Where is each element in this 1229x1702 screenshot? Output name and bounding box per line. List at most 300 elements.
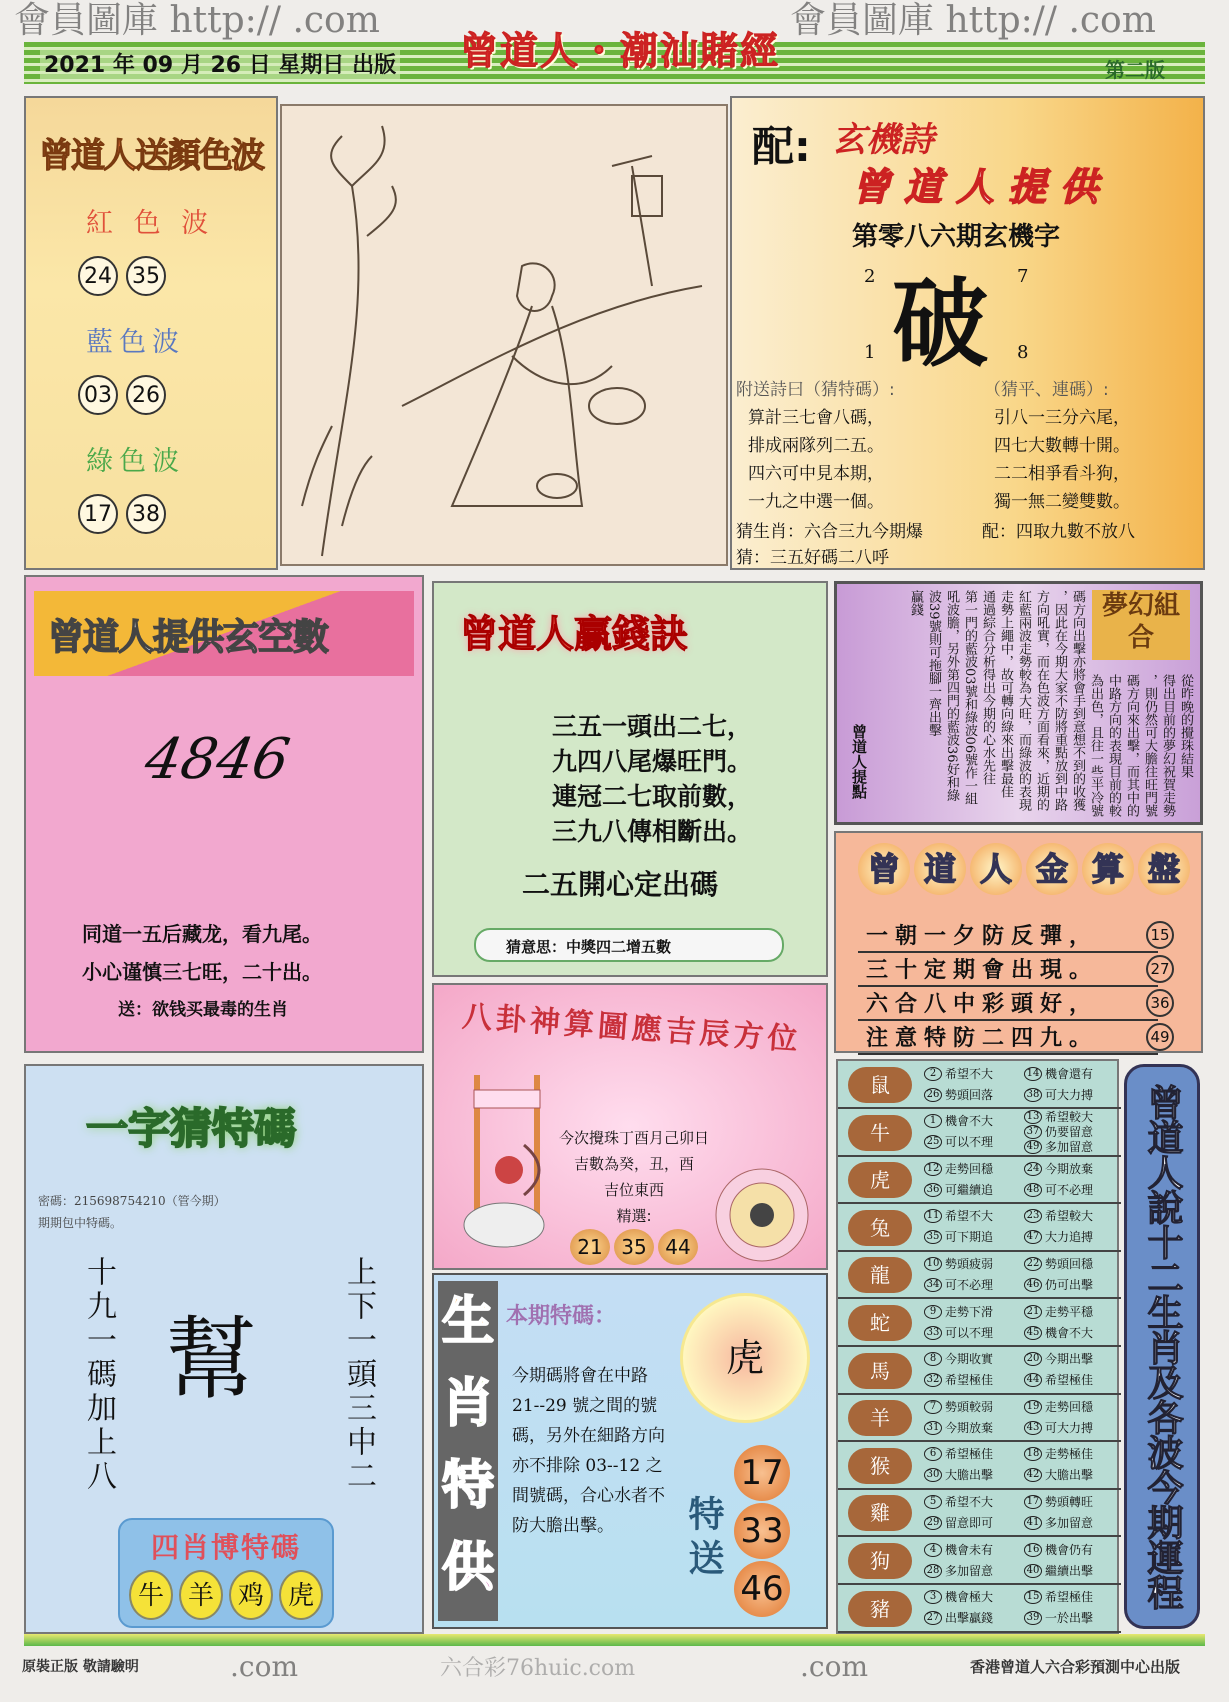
abacus-row: 六合八中彩頭好， <box>858 987 1158 1021</box>
fortune-entry <box>924 1135 993 1150</box>
abacus-row: 三十定期會出現。 <box>858 953 1158 987</box>
title-char: 曾 <box>858 843 910 895</box>
footer-band <box>24 1634 1205 1646</box>
xuankong-title: 曾道人提供玄空數 <box>34 591 414 676</box>
footer-right: 香港曾道人六合彩預測中心出版 <box>970 1658 1181 1676</box>
lucky-number: 21 <box>570 1229 610 1265</box>
fortune-text: 今期放棄 <box>945 1420 994 1435</box>
dream-text <box>906 590 1194 820</box>
number-ball: 35 <box>126 256 166 296</box>
fortune-text: 仍要留意 <box>1045 1125 1094 1140</box>
number-circle: 13 <box>1024 1110 1042 1124</box>
promise-line: 期期包中特碼。 <box>38 1216 123 1230</box>
number-circle: 20 <box>1024 1352 1042 1366</box>
watermark: .com <box>800 1650 868 1683</box>
number-circle: 11 <box>924 1209 942 1223</box>
fortune-entry <box>1024 1230 1093 1245</box>
riddle-big-character: 幫 <box>166 1307 256 1412</box>
number-circle: 15 <box>1024 1590 1042 1604</box>
fortune-entry <box>924 1066 993 1081</box>
zodiac-special-vertical-title <box>438 1281 498 1621</box>
zodiac-table-title: 曾道人說十二生肖及各波今期運程 <box>1124 1064 1200 1629</box>
text-column: 碼方向來出擊，而其中的 <box>1124 674 1139 817</box>
four-zodiac-box <box>118 1518 334 1628</box>
xuankong-verse <box>82 915 322 991</box>
colour-wave-panel <box>24 96 278 570</box>
number-circle: 2 <box>924 1067 942 1081</box>
text-column: 通過綜合分析得出今期的心水先往 <box>980 590 995 785</box>
verse-line: 同道一五后藏龙，看九尾。 <box>82 922 322 946</box>
number-ball: 17 <box>78 494 118 534</box>
fortune-entry <box>924 1447 993 1462</box>
bagua-line: 精選: <box>616 1207 652 1225</box>
zodiac-animal-icon: 猴 <box>848 1448 912 1484</box>
fortune-entry <box>1024 1373 1093 1388</box>
fortune-text: 可大力搏 <box>1045 1087 1094 1102</box>
money-verse <box>552 709 752 849</box>
fortune-text: 可繼續追 <box>945 1182 994 1197</box>
right-hint-column: 上下一頭三中二 <box>341 1256 376 1494</box>
zodiac-row <box>838 1109 1121 1157</box>
verse-line: 三五一頭出二七， <box>552 712 753 741</box>
fortune-entry <box>1024 1325 1093 1340</box>
number-circle: 27 <box>924 1611 942 1625</box>
number-ball: 24 <box>78 256 118 296</box>
zodiac-row <box>838 1394 1121 1442</box>
zodiac-row <box>838 1489 1121 1537</box>
fortune-entry <box>1024 1399 1093 1414</box>
fortune-entry <box>1024 1447 1093 1462</box>
fortune-text: 希望不大 <box>945 1066 994 1081</box>
title-char: 人 <box>970 843 1022 895</box>
wave-numbers <box>78 256 276 296</box>
number-circle: 18 <box>1024 1447 1042 1461</box>
fortune-text: 繼續出擊 <box>1045 1563 1094 1578</box>
issue-label: 第零八六期玄機字 <box>852 222 1061 252</box>
zodiac-row <box>838 1537 1121 1585</box>
fortune-text: 大膽出擊 <box>945 1468 994 1483</box>
fortune-entry <box>924 1114 993 1129</box>
corner-number: 7 <box>1017 266 1029 287</box>
fortune-entry <box>924 1515 993 1530</box>
bagua-line: 吉數為癸，丑，酉 <box>573 1155 694 1173</box>
text-column: 中路方向的表現目前的較 <box>1106 674 1121 817</box>
watermark: .com <box>230 1650 298 1683</box>
title-char: 特 <box>441 1456 494 1516</box>
number-circle: 8 <box>924 1352 942 1366</box>
fortune-text: 大力追搏 <box>1045 1230 1094 1245</box>
zodiac-ball: 鸡 <box>229 1570 273 1620</box>
left-poem <box>748 404 884 516</box>
number-circle: 28 <box>924 1564 942 1578</box>
poem-line: 一九之中選一個。 <box>748 492 884 512</box>
fortune-entry <box>1024 1209 1093 1224</box>
fortune-text: 出擊贏錢 <box>945 1611 994 1626</box>
number-circle: 12 <box>924 1162 942 1176</box>
watermark: 會員圖庫 http:// .com <box>14 0 380 41</box>
special-body: 今期碼將會在中路 21--29 號之間的號碼，另外在細路方向亦不排除 03--12 之間號碼，合心水者不防大膽出擊。 <box>512 1366 665 1536</box>
fortune-text: 走勢極佳 <box>1045 1447 1094 1462</box>
right-poem <box>994 404 1130 516</box>
number-circle: 17 <box>1024 1495 1042 1509</box>
guess-line: 猜：三五好碼二八呼 <box>736 548 889 568</box>
poem-line: 四六可中見本期， <box>748 464 884 484</box>
publish-date: 2021 年 09 月 26 日 星期日 出版 <box>40 48 400 79</box>
zodiac-ball: 羊 <box>179 1570 223 1620</box>
handwritten-numbers: 4846 <box>140 727 295 792</box>
riddle-character: 破 <box>892 267 988 380</box>
money-formula-panel <box>432 581 828 977</box>
zodiac-row <box>838 1442 1121 1490</box>
text-column: 從昨晚的攪珠結果 <box>1178 674 1193 778</box>
lady-sketch-icon <box>282 106 726 564</box>
fortune-entry <box>924 1468 993 1483</box>
zodiac-row <box>838 1204 1121 1252</box>
fortune-text: 今期出擊 <box>1045 1352 1094 1367</box>
left-poem-head: 附送詩曰（猜特碼）: <box>736 380 895 400</box>
number-circle: 37 <box>1024 1125 1042 1139</box>
zodiac-row <box>838 1156 1121 1204</box>
zodiac-special-panel <box>432 1273 828 1629</box>
text-column: ，因此在今期大家不防將重點放到中路 <box>1052 590 1067 811</box>
fortune-entry <box>924 1399 993 1414</box>
number-circle: 47 <box>1024 1230 1042 1244</box>
title-char: 肖 <box>441 1374 494 1434</box>
fortune-text: 機會未有 <box>945 1542 994 1557</box>
colour-wave-groups <box>26 201 276 534</box>
zodiac-fortune-table <box>836 1059 1119 1634</box>
fortune-text: 希望極佳 <box>1045 1373 1094 1388</box>
fortune-text: 可大力搏 <box>1045 1420 1094 1435</box>
fortune-text: 多加留意 <box>1045 1140 1094 1155</box>
number-circle: 45 <box>1024 1326 1042 1340</box>
fortune-text: 大膽出擊 <box>1045 1468 1094 1483</box>
fortune-text: 勢頭疲弱 <box>945 1256 994 1271</box>
bagua-title: 八卦神算圖應吉辰方位 <box>460 999 803 1058</box>
special-numbers <box>734 1445 790 1617</box>
special-number-ball: 17 <box>734 1445 790 1501</box>
number-circle: 33 <box>924 1326 942 1340</box>
one-char-panel <box>24 1064 424 1634</box>
number-circle: 23 <box>1024 1209 1042 1223</box>
special-number-ball: 46 <box>734 1561 790 1617</box>
number-circle: 38 <box>1024 1088 1042 1102</box>
poem-line: 引八一三分六尾， <box>994 408 1130 428</box>
number-circle: 42 <box>1024 1468 1042 1482</box>
masthead-title: 曾道人・潮汕賭經 <box>460 29 781 73</box>
lucky-number: 35 <box>614 1229 654 1265</box>
fortune-text: 可以不理 <box>945 1325 994 1340</box>
zodiac-row <box>838 1061 1121 1109</box>
fortune-text: 可不必理 <box>945 1277 994 1292</box>
title-char: 盤 <box>1138 843 1190 895</box>
zodiac-animal-icon: 鼠 <box>848 1067 912 1103</box>
title-char: 算 <box>1082 843 1134 895</box>
zodiac-row <box>838 1299 1121 1347</box>
corner-number: 2 <box>864 266 876 287</box>
title-char: 供 <box>441 1538 494 1598</box>
text-column: ，則仍然可大膽往旺門號 <box>1142 674 1157 817</box>
pei-label: 配: <box>752 122 811 171</box>
fortune-text: 機會仍有 <box>1045 1542 1094 1557</box>
fortune-text: 機會不大 <box>945 1114 994 1129</box>
fortune-entry <box>924 1230 993 1245</box>
number-circle: 36 <box>924 1183 942 1197</box>
fortune-entry <box>1024 1515 1093 1530</box>
fortune-entry <box>1024 1352 1093 1367</box>
four-zodiac-title: 四肖博特碼 <box>150 1531 301 1564</box>
text-column: 為出色，且往一些半冷號 <box>1088 674 1103 817</box>
fortune-entry <box>924 1352 993 1367</box>
number-circle: 40 <box>1024 1564 1042 1578</box>
fortune-text: 可下期追 <box>945 1230 994 1245</box>
number-circle: 32 <box>924 1373 942 1387</box>
fortune-entry <box>924 1373 993 1388</box>
fortune-entry <box>924 1542 993 1557</box>
number-circle: 22 <box>1024 1257 1042 1271</box>
number-circle: 46 <box>1024 1278 1042 1292</box>
special-head: 本期特碼： <box>506 1304 617 1329</box>
corner-number: 8 <box>1017 342 1029 363</box>
number-circle: 34 <box>924 1278 942 1292</box>
dream-sign: 曾道人提點 <box>850 724 868 799</box>
fortune-entry <box>1024 1161 1093 1176</box>
verse-line: 小心谨慎三七旺，二十出。 <box>82 960 322 984</box>
number-circle: 16 <box>1024 1543 1042 1557</box>
fortune-text: 一於出擊 <box>1045 1611 1094 1626</box>
title-char: 金 <box>1026 843 1078 895</box>
fortune-entry <box>924 1256 993 1271</box>
abacus-number: 15 <box>1146 921 1174 949</box>
zodiac-animal-icon: 羊 <box>848 1400 912 1436</box>
fortune-text: 今期收實 <box>945 1352 994 1367</box>
number-ball: 26 <box>126 375 166 415</box>
number-ball: 38 <box>126 494 166 534</box>
zodiac-row <box>838 1347 1121 1395</box>
zodiac-animal-icon: 豬 <box>848 1591 912 1627</box>
title-char: 生 <box>441 1292 494 1352</box>
fortune-entry <box>924 1277 993 1292</box>
fortune-entry <box>1024 1542 1093 1557</box>
number-circle: 21 <box>1024 1305 1042 1319</box>
fortune-text: 多加留意 <box>1045 1515 1094 1530</box>
watermark: 六合彩76huic.com <box>440 1656 636 1681</box>
fortune-entry <box>924 1420 993 1435</box>
lucky-number: 44 <box>658 1229 698 1265</box>
code-line: 密碼：215698754210（管今期） <box>38 1194 226 1208</box>
fortune-text: 希望極佳 <box>945 1447 994 1462</box>
provider-title: 曾道人提供 <box>852 165 1113 209</box>
fortune-entry <box>924 1590 993 1605</box>
poem-line: 算計三七會八碼， <box>748 408 884 428</box>
number-circle: 26 <box>924 1088 942 1102</box>
zodiac-row <box>838 1585 1121 1633</box>
bagua-panel <box>432 983 828 1270</box>
watermark: 會員圖庫 http:// .com <box>790 0 1156 41</box>
number-circle: 41 <box>1024 1516 1042 1530</box>
verse-line: 九四八尾爆旺門。 <box>552 747 753 776</box>
xuanji-poem-title: 玄機詩 <box>832 120 934 160</box>
abacus-number: 36 <box>1146 989 1174 1017</box>
fortune-entry <box>924 1087 993 1102</box>
zodiac-animal-icon: 雞 <box>848 1495 912 1531</box>
hint-box: 猜意思：中獎四二增五數 <box>474 928 784 962</box>
bagua-text <box>534 1125 734 1265</box>
wave-label: 紅 色 波 <box>86 208 215 239</box>
text-column: 贏錢 <box>908 590 923 616</box>
zodiac-animal-icon: 狗 <box>848 1543 912 1579</box>
xuankong-panel <box>24 575 424 1053</box>
fortune-entry <box>924 1563 993 1578</box>
fortune-entry <box>1024 1590 1093 1605</box>
fortune-entry <box>1024 1066 1093 1081</box>
dream-combination-panel <box>834 581 1203 825</box>
fortune-text: 勢頭回落 <box>945 1087 994 1102</box>
fortune-text: 今期放棄 <box>1045 1161 1094 1176</box>
verse-line: 連冠二七取前數， <box>552 782 753 811</box>
fortune-text: 可不必理 <box>1045 1182 1094 1197</box>
wave-numbers <box>78 494 276 534</box>
footer-left: 原裝正版 敬請驗明 <box>22 1659 139 1675</box>
fortune-text: 機會還有 <box>1045 1066 1094 1081</box>
colour-wave-title: 曾道人送顏色波 <box>39 136 263 176</box>
wave-label: 綠色波 <box>86 446 185 477</box>
fortune-text: 走勢下滑 <box>945 1304 994 1319</box>
abacus-row: 注意特防二四九。 <box>858 1021 1158 1055</box>
fortune-entry <box>924 1161 993 1176</box>
number-circle: 5 <box>924 1495 942 1509</box>
left-hint-column: 十九一碼加上八 <box>81 1256 116 1494</box>
number-circle: 4 <box>924 1543 942 1557</box>
bagua-line: 今次攪珠丁酉月己卯日 <box>558 1129 709 1147</box>
fortune-text: 希望極佳 <box>945 1373 994 1388</box>
money-highlight: 二五開心定出碼 <box>522 868 719 901</box>
zodiac-ball: 牛 <box>129 1570 173 1620</box>
fortune-text: 希望較大 <box>1045 1209 1094 1224</box>
fortune-text: 希望不大 <box>945 1494 994 1509</box>
number-circle: 14 <box>1024 1067 1042 1081</box>
zodiac-ball: 虎 <box>279 1570 323 1620</box>
abacus-number: 49 <box>1146 1023 1174 1051</box>
sketch-illustration <box>280 104 728 566</box>
text-column: 碼方向出擊亦將會手到意想不到的收獲 <box>1070 590 1085 811</box>
poem-line: 四七大數轉十開。 <box>994 436 1130 456</box>
fortune-text: 走勢回穩 <box>945 1161 994 1176</box>
fortune-text: 希望極佳 <box>1045 1590 1094 1605</box>
xuankong-gift: 送：欲钱买最毒的生肖 <box>118 1000 288 1020</box>
page-number: 第二版 <box>1105 58 1165 82</box>
number-circle: 31 <box>924 1421 942 1435</box>
fortune-text: 走勢平穩 <box>1045 1304 1094 1319</box>
fortune-entry <box>924 1611 993 1626</box>
lucky-numbers <box>534 1229 734 1265</box>
number-circle: 10 <box>924 1257 942 1271</box>
guess-zodiac: 猜生肖：六合三九今期爆 <box>736 522 923 542</box>
golden-abacus-panel <box>834 831 1203 1053</box>
number-circle: 30 <box>924 1468 942 1482</box>
poem-line: 排成兩隊列二五。 <box>748 436 884 456</box>
number-circle: 24 <box>1024 1162 1042 1176</box>
abacus-title <box>836 833 1201 895</box>
text-column: 走勢上繩中，故可轉向綠來出擊最佳 <box>998 590 1013 798</box>
riddle-poem-panel <box>730 96 1205 570</box>
number-circle: 35 <box>924 1230 942 1244</box>
number-circle: 48 <box>1024 1183 1042 1197</box>
fortune-entry <box>1024 1494 1093 1509</box>
abacus-row: 一朝一夕防反彈， <box>858 919 1158 953</box>
poem-line: 獨一無二變雙數。 <box>994 492 1130 512</box>
money-formula-title: 曾道人贏錢訣 <box>460 612 689 656</box>
pei-line: 配：四取九數不放八 <box>982 522 1135 542</box>
special-zodiac-flower: 虎 <box>680 1293 810 1423</box>
special-send-label: 特送 <box>683 1495 724 1583</box>
zodiac-animal-icon: 龍 <box>848 1257 912 1293</box>
zodiac-row <box>838 1251 1121 1299</box>
number-circle: 43 <box>1024 1421 1042 1435</box>
corner-number: 1 <box>864 342 876 363</box>
right-poem-head: （猜平、連碼）: <box>984 380 1109 400</box>
fortune-text: 走勢回穩 <box>1045 1399 1094 1414</box>
fortune-text: 勢頭轉旺 <box>1045 1494 1094 1509</box>
number-circle: 7 <box>924 1400 942 1414</box>
zodiac-animal-icon: 蛇 <box>848 1305 912 1341</box>
fortune-text: 勢頭回穩 <box>1045 1256 1094 1271</box>
zodiac-animal-icon: 兔 <box>848 1210 912 1246</box>
zodiac-animal-icon: 牛 <box>848 1115 912 1151</box>
fortune-entry <box>1024 1468 1093 1483</box>
text-column: 第一門的藍波03號和綠波06號作一組 <box>962 590 977 806</box>
fortune-entry <box>1024 1256 1093 1271</box>
fortune-entry <box>924 1494 993 1509</box>
fortune-text: 仍可出擊 <box>1045 1277 1094 1292</box>
fortune-entry <box>924 1304 993 1319</box>
verse-line: 三九八傳相斷出。 <box>552 817 753 846</box>
wave-numbers <box>78 375 276 415</box>
bagua-line: 吉位東西 <box>603 1181 664 1199</box>
fortune-text: 可以不理 <box>945 1135 994 1150</box>
number-circle: 1 <box>924 1114 942 1128</box>
title-char: 道 <box>914 843 966 895</box>
fortune-text: 勢頭較弱 <box>945 1399 994 1414</box>
number-circle: 3 <box>924 1590 942 1604</box>
poem-line: 二二相爭看斗狗， <box>994 464 1130 484</box>
text-column: 紅藍兩波走勢較為大旺，而綠波的表現 <box>1016 590 1031 811</box>
number-circle: 49 <box>1024 1140 1042 1154</box>
text-column: 得出目前的夢幻祝賀走勢 <box>1160 674 1175 817</box>
special-number-ball: 33 <box>734 1503 790 1559</box>
number-circle: 19 <box>1024 1400 1042 1414</box>
fortune-entry <box>1024 1125 1093 1140</box>
fortune-entry <box>924 1182 993 1197</box>
fortune-text: 機會不大 <box>1045 1325 1094 1340</box>
wave-label: 藍色波 <box>86 327 185 358</box>
number-circle: 39 <box>1024 1611 1042 1625</box>
fortune-entry <box>1024 1110 1093 1125</box>
fortune-entry <box>1024 1420 1093 1435</box>
fortune-entry <box>1024 1140 1093 1155</box>
four-zodiac-balls <box>120 1570 332 1620</box>
abacus-number: 27 <box>1146 955 1174 983</box>
fortune-text: 機會極大 <box>945 1590 994 1605</box>
number-circle: 29 <box>924 1516 942 1530</box>
text-column: 吼波膽，另外第四門的藍波36好和綠 <box>944 590 959 802</box>
number-circle: 25 <box>924 1135 942 1149</box>
text-column: 波39號則可拖腳一齊出擊 <box>926 590 941 737</box>
fortune-entry <box>1024 1087 1093 1102</box>
fortune-text: 希望較大 <box>1045 1110 1094 1125</box>
fortune-entry <box>1024 1277 1093 1292</box>
number-circle: 6 <box>924 1447 942 1461</box>
